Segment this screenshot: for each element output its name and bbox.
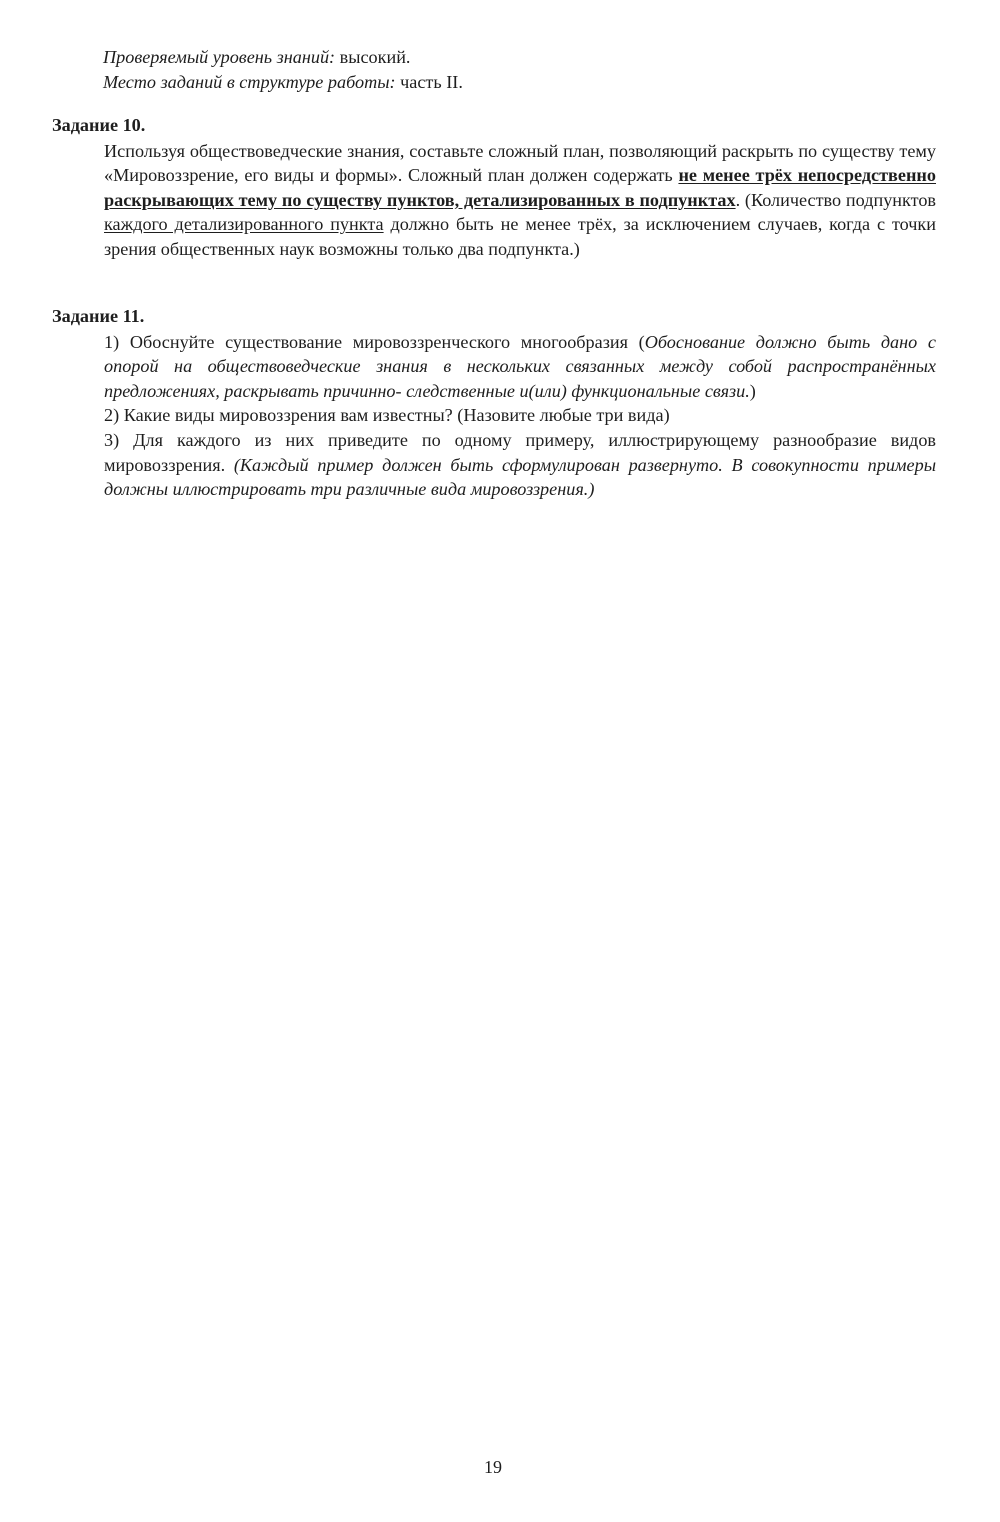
task-place-line [103,70,943,95]
task-11-body [104,330,936,502]
task-10-title: Задание 10. [52,115,146,135]
task-11-question-2 [104,403,936,428]
knowledge-level-line [103,45,943,70]
task-10-text [104,139,936,262]
task-place-label: Место заданий в структуре работы: [103,71,396,92]
task-10-emphasis-underlined: каждого детализированного пункта [104,214,384,235]
task-place-value: часть II. [395,71,463,92]
task-10-text-part-1: Используя обществоведческие знания, составьте сложный план, позволяющий раскрыть по существу тему «Мировоззрение, его виды и формы». Сложный план должен содержать [104,140,936,186]
knowledge-level-value: высокий. [335,47,411,67]
task-11-title: Задание 11. [52,306,145,326]
task-10-emphasis-bold: не менее трёх непосредственно раскрывающих тему по существу пунктов, детализированных в подпунктах [104,165,937,210]
question-1-text: 1) Обоснуйте существование мировоззренческого многообразия ( [104,331,645,352]
knowledge-level-label: Проверяемый уровень знаний: [103,47,336,67]
task-11-question-1 [104,330,936,404]
task-10-text-part-3: должно быть не менее трёх, за исключением случаев, когда с точки зрения общественных наук возможны только два подпункта.) [104,214,936,259]
task-10-text-part-2: . (Количество подпунктов [735,189,937,210]
meta-block [103,45,943,94]
task-11-question-3 [104,428,936,502]
question-3-note: (Каждый пример должен быть сформулирован развернуто. В совокупности примеры должны иллюстрировать три различные вида мировоззрения.) [104,454,937,500]
question-3-text: 3) Для каждого из них приведите по одному примеру, иллюстрирующему разнообразие видов мировоззрения. [104,429,936,475]
question-2-text: 2) Какие виды мировоззрения вам известны? (Назовите любые три вида) [104,405,670,426]
task-10 [52,113,936,262]
page-number: 19 [484,1457,502,1477]
question-1-note: Обоснование должно быть дано с опорой на обществоведческие знания в нескольких связанных между собой распространённых предложениях, раскрывать причинно- следственные и(или) функциональные связи. [104,331,936,401]
task-11 [52,304,936,502]
question-1-close: ) [749,380,756,401]
task-10-body [104,139,936,262]
